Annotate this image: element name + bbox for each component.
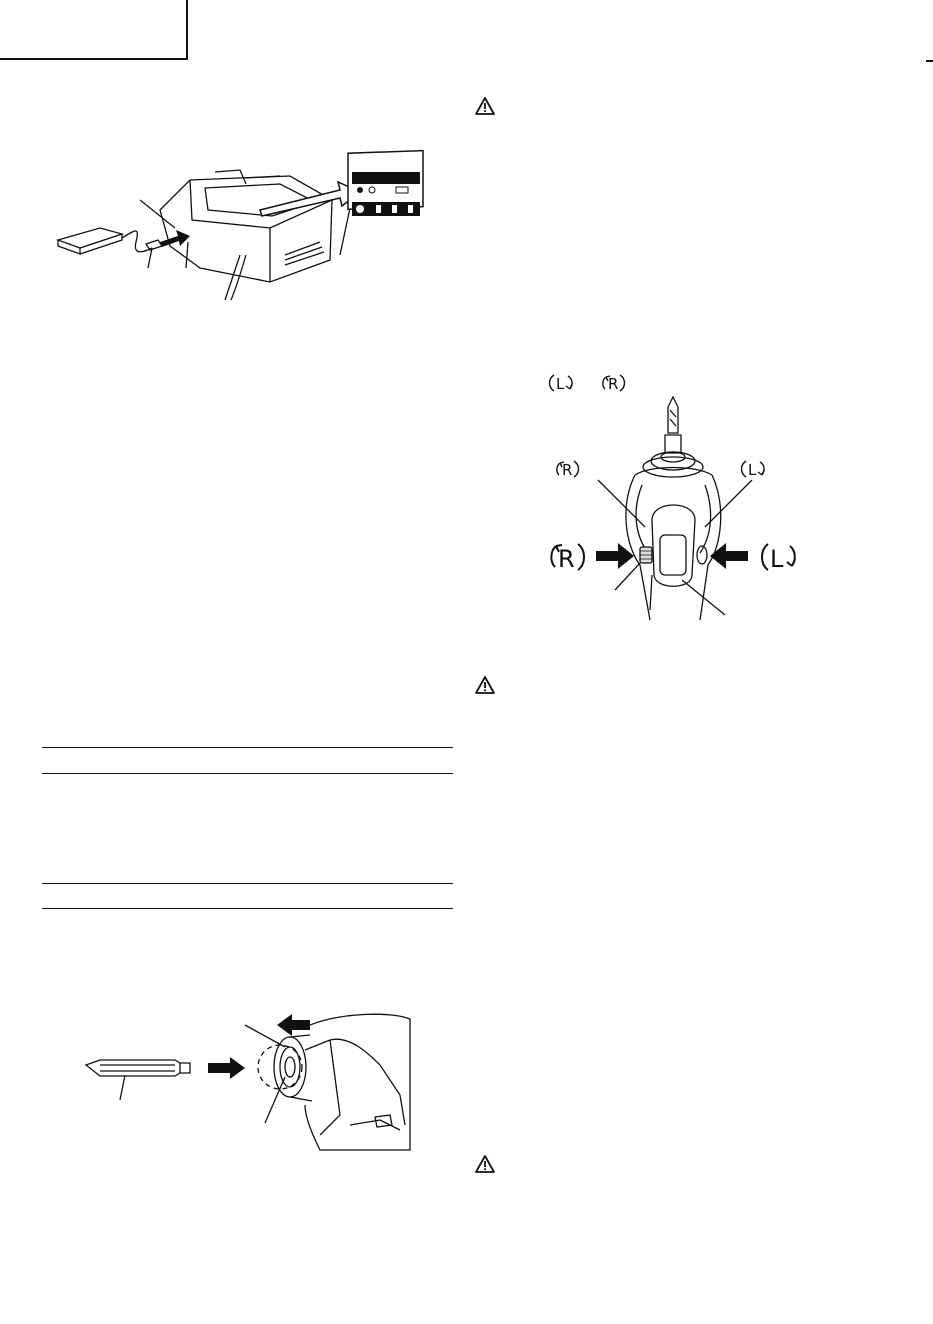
svg-text:L: L [556,375,565,393]
warning-triangle-icon [475,675,495,695]
bit-insertion-figure [80,1005,420,1155]
direction-caption-right [598,372,628,394]
label-upper-left [552,458,582,485]
direction-caption-left [546,372,576,394]
table-rule [42,747,453,748]
svg-text:R: R [562,461,573,479]
impact-driver-figure [540,395,820,620]
crop-mark [926,60,933,62]
page-header-box [0,0,188,60]
svg-text:L: L [748,461,757,479]
svg-text:R: R [558,545,575,573]
charger-figure [40,150,440,300]
table-rule [42,773,453,774]
svg-text:R: R [608,375,619,393]
label-upper-right [738,458,768,485]
label-arrow-right [758,540,800,581]
table-rule [42,883,453,884]
svg-text:L: L [770,545,784,573]
warning-triangle-icon [475,96,495,116]
table-rule [42,908,453,909]
warning-triangle-icon [475,1154,495,1174]
label-arrow-left [546,540,588,581]
